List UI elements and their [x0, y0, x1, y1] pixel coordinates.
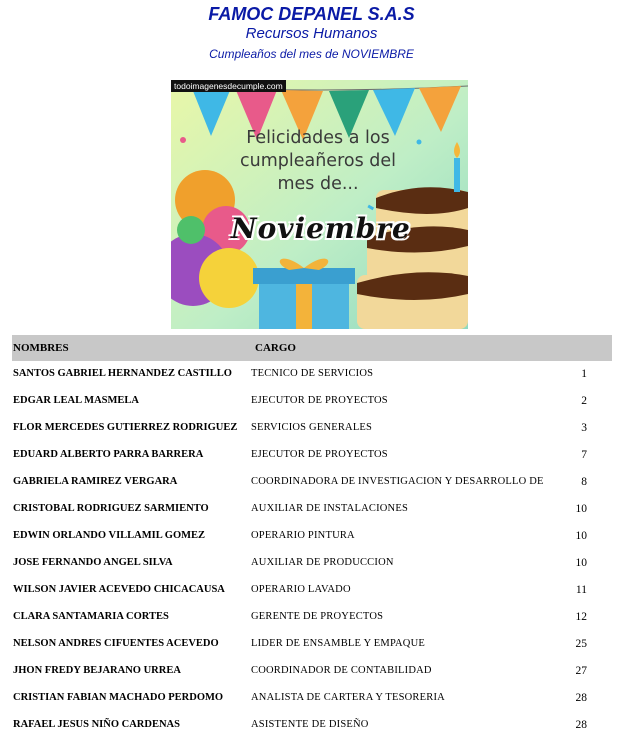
birthday-day: 11 [575, 584, 587, 596]
employee-name: CRISTOBAL RODRIGUEZ SARMIENTO [13, 503, 209, 514]
header-role: CARGO [255, 342, 296, 354]
employee-name: NELSON ANDRES CIFUENTES ACEVEDO [13, 638, 219, 649]
birthday-day: 25 [575, 638, 587, 650]
table-row [12, 577, 612, 604]
employee-name: JHON FREDY BEJARANO URREA [13, 665, 181, 676]
table-row [12, 469, 612, 496]
table-row [12, 496, 612, 523]
employee-name: GABRIELA RAMIREZ VERGARA [13, 476, 178, 487]
table-row [12, 388, 612, 415]
table-row [12, 361, 612, 388]
employee-role: EJECUTOR DE PROYECTOS [251, 449, 388, 460]
employee-name: CRISTIAN FABIAN MACHADO PERDOMO [13, 692, 224, 703]
employee-role: ANALISTA DE CARTERA Y TESORERIA [251, 692, 445, 703]
employee-name: FLOR MERCEDES GUTIERREZ RODRIGUEZ [13, 422, 238, 433]
banner-line-1: Felicidades a los [246, 128, 390, 148]
employee-name: CLARA SANTAMARIA CORTES [13, 611, 169, 622]
employee-role: OPERARIO LAVADO [251, 584, 351, 595]
birthday-day: 8 [581, 476, 587, 488]
employee-role: ASISTENTE DE DISEÑO [251, 719, 369, 730]
table-row [12, 604, 612, 631]
employee-role: EJECUTOR DE PROYECTOS [251, 395, 388, 406]
employee-name: JOSE FERNANDO ANGEL SILVA [13, 557, 173, 568]
table-row [12, 712, 612, 739]
employee-role: TECNICO DE SERVICIOS [251, 368, 374, 379]
table-header [12, 335, 612, 361]
employee-role: SERVICIOS GENERALES [251, 422, 373, 433]
table-row [12, 415, 612, 442]
banner-artwork [171, 80, 468, 329]
banner-line-3: mes de... [277, 174, 359, 194]
banner-greeting [233, 127, 403, 196]
birthday-banner-image [171, 80, 468, 329]
employee-name: SANTOS GABRIEL HERNANDEZ CASTILLO [13, 368, 232, 379]
employee-role: GERENTE DE PROYECTOS [251, 611, 384, 622]
birthday-day: 7 [581, 449, 587, 461]
table-row [12, 658, 612, 685]
employee-role: COORDINADOR DE CONTABILIDAD [251, 665, 432, 676]
page-subtitle: Cumpleaños del mes de NOVIEMBRE [209, 47, 414, 61]
employee-role: OPERARIO PINTURA [251, 530, 355, 541]
employee-role: AUXILIAR DE INSTALACIONES [251, 503, 408, 514]
birthday-day: 1 [581, 368, 587, 380]
employee-role: LIDER DE ENSAMBLE Y EMPAQUE [251, 638, 425, 649]
table-row [12, 550, 612, 577]
department-title: Recursos Humanos [245, 25, 378, 42]
birthday-day: 12 [575, 611, 587, 623]
company-title: FAMOC DEPANEL S.A.S [208, 4, 415, 24]
table-row [12, 631, 612, 658]
employee-name: RAFAEL JESUS NIÑO CARDENAS [13, 719, 180, 730]
employee-role: COORDINADORA DE INVESTIGACION Y DESARROLLO DE [251, 476, 544, 487]
employee-role: AUXILIAR DE PRODUCCION [251, 557, 394, 568]
table-row [12, 523, 612, 550]
birthday-day: 2 [581, 395, 587, 407]
birthday-day: 10 [575, 503, 587, 515]
banner-month: Noviembre [231, 212, 411, 245]
header-names: NOMBRES [13, 342, 69, 354]
table-row [12, 442, 612, 469]
birthday-day: 3 [581, 422, 587, 434]
birthday-day: 28 [575, 719, 587, 731]
birthday-day: 10 [575, 557, 587, 569]
banner-watermark: todoimagenesdecumple.com [171, 80, 286, 92]
employee-name: EDWIN ORLANDO VILLAMIL GOMEZ [13, 530, 206, 541]
birthday-day: 28 [575, 692, 587, 704]
banner-line-2: cumpleañeros del [239, 151, 396, 171]
employee-name: WILSON JAVIER ACEVEDO CHICACAUSA [13, 584, 225, 595]
employee-name: EDGAR LEAL MASMELA [13, 395, 140, 406]
birthday-day: 27 [575, 665, 587, 677]
employee-name: EDUARD ALBERTO PARRA BARRERA [13, 449, 204, 460]
birthday-day: 10 [575, 530, 587, 542]
table-row [12, 685, 612, 712]
